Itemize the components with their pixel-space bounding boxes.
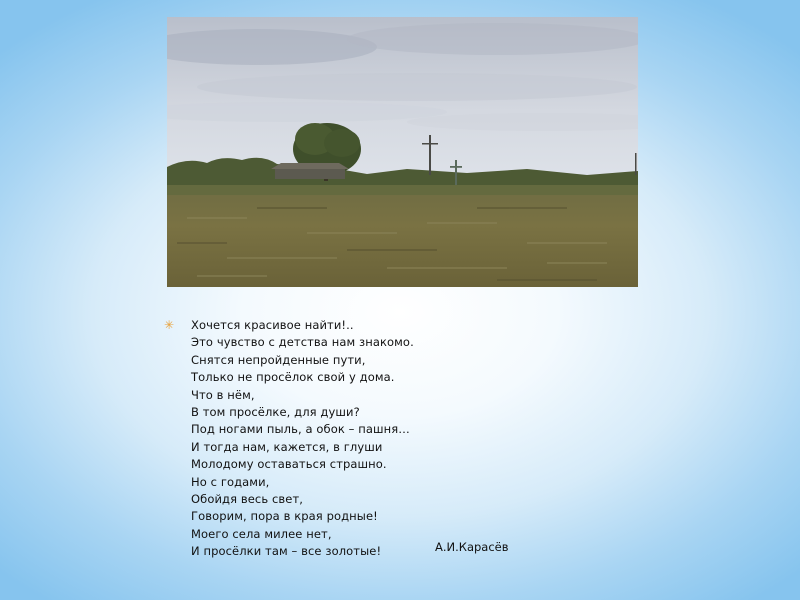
poem-line: Но с годами, xyxy=(191,474,270,489)
poem-line: Говорим, пора в края родные! xyxy=(191,509,378,524)
poem-line: Только не просёлок свой у дома. xyxy=(191,370,395,385)
poem-line: Что в нём, xyxy=(191,387,255,402)
poem-author: А.И.Карасёв xyxy=(435,540,509,554)
landscape-photo xyxy=(167,17,638,287)
poem-line: Это чувство с детства нам знакомо. xyxy=(191,335,414,350)
poem-line: Снятся непройденные пути, xyxy=(191,352,366,367)
poem-line: Моего села милее нет, xyxy=(191,526,332,541)
star-bullet-icon: ✳ xyxy=(164,318,175,332)
poem-lines xyxy=(191,317,414,561)
poem-line: Под ногами пыль, а обок – пашня… xyxy=(191,422,410,437)
poem-line: Обойдя весь свет, xyxy=(191,492,304,507)
poem-line: В том просёлке, для души? xyxy=(191,405,360,420)
poem-line: Молодому оставаться страшно. xyxy=(191,457,387,472)
poem-line: И тогда нам, кажется, в глуши xyxy=(191,439,383,454)
poem-line: И просёлки там – все золотые! xyxy=(191,544,382,559)
poem-line: Хочется красивое найти!.. xyxy=(191,318,354,332)
